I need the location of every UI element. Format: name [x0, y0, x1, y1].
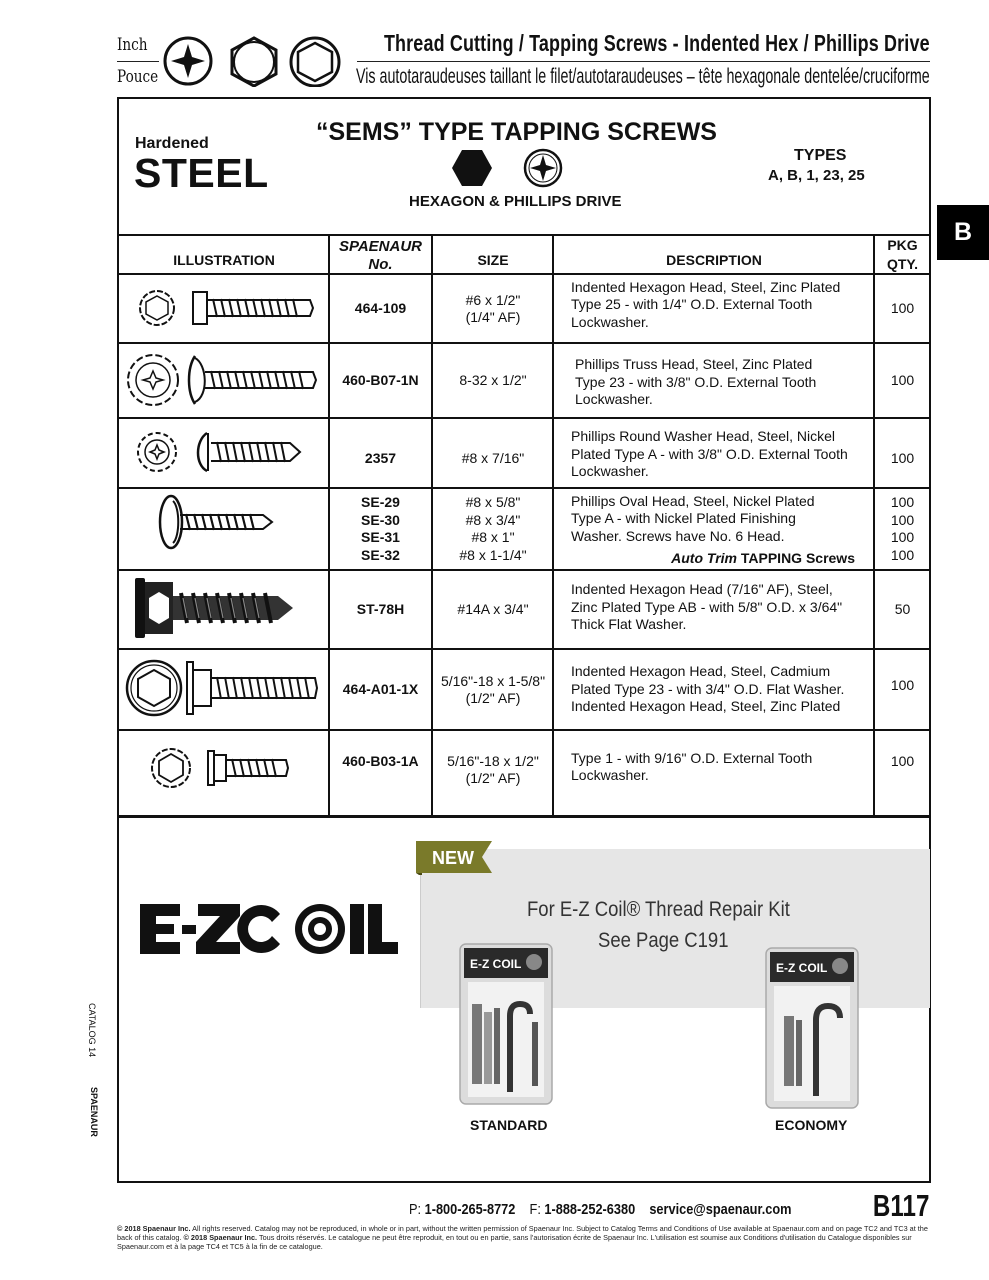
size: #14A x 3/4" [457, 601, 529, 618]
screw-illustration-464-109 [135, 286, 320, 330]
svg-text:NEW: NEW [432, 848, 474, 868]
size: 5/16"-18 x 1/2" (1/2" AF) [447, 752, 539, 786]
section-title: “SEMS” TYPE TAPPING SCREWS [316, 118, 717, 146]
size: 8-32 x 1/2" [459, 372, 527, 389]
phillips-head-icon [165, 38, 211, 84]
material-title: STEEL [134, 150, 269, 196]
kit-economy-image[interactable] [764, 946, 860, 1110]
part-no: 464-A01-1X [342, 681, 419, 698]
indented-hex-head-icon [291, 38, 339, 86]
part-no: 464-109 [354, 300, 407, 317]
description: Phillips Truss Head, Steel, Zinc Plated Type 23 - with 3/8" O.D. External Tooth Lockwasher. [575, 356, 817, 408]
pkg-qty: 50 [894, 601, 911, 618]
screw-illustration-460-B03-1A [150, 745, 295, 791]
ad-text-line2[interactable]: See Page C191 [598, 929, 729, 952]
page-title-fr: Vis autotaraudeuses taillant le filet/autotaraudeuses – tête hexagonale dentelée/cruciforme [356, 65, 930, 88]
copyright-notice: © 2018 Spaenaur Inc. All rights reserved. Catalog may not be reproduced, in whole or in part, without the written permission of Spaenaur Inc. Subject to Catalog Terms and Conditions of Use available at Spaenaur.com and on page TC2 and TC3 at the back of this catalog. © 2018 Spaenaur Inc. Tous droits réservés. Le catalogue ne peut être reproduit, en tout ou en partie, sans l'autorisation écrite de Spaenaur Inc. L'utilisation est soumise aux Conditions d'utilisation du Catalogue disponibles sur Spaenaur.com et à la page TC4 et TC5 à la fin de ce catalogue. [117, 1224, 928, 1252]
col-header-size: SIZE [477, 252, 509, 268]
size: #8 x 5/8" #8 x 3/4" #8 x 1" #8 x 1-1/4" [459, 494, 527, 563]
phone-link[interactable]: 1-800-265-8772 [424, 1201, 516, 1218]
unit-label-fr: Pouce [117, 67, 159, 87]
col-header-description: DESCRIPTION [666, 252, 762, 268]
page-title-en: Thread Cutting / Tapping Screws - Indented Hex / Phillips Drive [384, 30, 930, 56]
kit-standard-image[interactable] [458, 942, 554, 1106]
email-link[interactable]: service@spaenaur.com [649, 1201, 792, 1218]
header-rule [117, 61, 159, 62]
pkg-qty: 100 [890, 300, 915, 317]
description: Phillips Oval Head, Steel, Nickel Plated Type A - with Nickel Plated Finishing Washer. Screws have No. 6 Head. [571, 492, 815, 544]
screw-illustration-2357 [135, 425, 310, 480]
auto-trim-note: Auto Trim TAPPING Screws [671, 550, 855, 566]
footer-contact: P: 1-800-265-8772 F: 1-888-252-6380 service@spaenaur.com [409, 1201, 792, 1218]
head-type-icons [162, 35, 352, 87]
types-list: A, B, 1, 23, 25 [768, 167, 865, 184]
unit-label-en: Inch [117, 35, 148, 55]
types-label: TYPES [794, 147, 847, 164]
header-rule [357, 61, 930, 62]
col-header-illustration: ILLUSTRATION [173, 252, 275, 268]
pkg-qty: 100 [890, 753, 915, 770]
screw-illustration-ST-78H [133, 574, 298, 642]
col-header-qty-2: QTY. [886, 256, 919, 272]
pkg-qty: 100 [890, 677, 915, 694]
part-no: ST-78H [356, 601, 405, 618]
screw-illustration-464-A01-1X [125, 656, 325, 720]
part-no: SE-29 SE-30 SE-31 SE-32 [361, 494, 400, 563]
size: 5/16"-18 x 1-5/8" (1/2" AF) [440, 672, 546, 706]
drive-icons [450, 148, 565, 190]
svg-text:E-Z COIL: E-Z COIL [776, 961, 828, 975]
size: #8 x 7/16" [461, 450, 525, 467]
fax-link[interactable]: 1-888-252-6380 [544, 1201, 636, 1218]
side-catalog-label: CATALOG 14 [87, 1003, 97, 1058]
page-number: B117 [872, 1188, 929, 1223]
pkg-qty: 100 [890, 372, 915, 389]
svg-text:E-Z COIL: E-Z COIL [470, 957, 522, 971]
size: #6 x 1/2" (1/4" AF) [465, 291, 521, 325]
description: Phillips Round Washer Head, Steel, Nickel Plated Type A - with 3/8" O.D. External Tooth Lockwasher. [571, 428, 848, 480]
col-header-part-no: SPAENAUR [338, 238, 423, 255]
phillips-drive-icon [525, 150, 561, 186]
hexagon-drive-icon [452, 150, 492, 186]
kit-standard-label: STANDARD [470, 1117, 548, 1133]
part-no: 460-B03-1A [342, 753, 419, 770]
col-header-qty: PKG [887, 237, 918, 253]
screw-illustration-SE-29 [158, 493, 278, 551]
kit-economy-label: ECONOMY [775, 1117, 848, 1133]
description: Indented Hexagon Head, Steel, Zinc Plated Type 25 - with 1/4" O.D. External Tooth Lockwasher. [571, 278, 841, 330]
description: Type 1 - with 9/16" O.D. External Tooth Lockwasher. [571, 749, 813, 783]
pkg-qty: 100 100 100 100 [890, 494, 915, 563]
side-brand-label: SPAENAUR [89, 1087, 99, 1137]
col-header-part-no-2: No. [368, 256, 393, 273]
drive-type: HEXAGON & PHILLIPS DRIVE [409, 193, 622, 210]
part-no: 2357 [364, 450, 397, 467]
ad-text-line1: For E-Z Coil® Thread Repair Kit [527, 898, 790, 921]
hex-head-icon [232, 38, 276, 86]
pkg-qty: 100 [890, 450, 915, 467]
ez-coil-logo[interactable] [140, 898, 400, 960]
new-badge [416, 841, 496, 875]
screw-illustration-460-B07-1N [125, 350, 320, 410]
description: Indented Hexagon Head (7/16" AF), Steel, Zinc Plated Type AB - with 5/8" O.D. x 3/64" Thick Flat Washer. [571, 581, 843, 633]
description: Indented Hexagon Head, Steel, Cadmium Plated Type 23 - with 3/4" O.D. Flat Washer. Indented Hexagon Head, Steel, Zinc Plated [571, 663, 845, 715]
material-prefix: Hardened [135, 135, 209, 152]
section-tab[interactable]: B [937, 205, 989, 260]
part-no: 460-B07-1N [342, 372, 419, 389]
